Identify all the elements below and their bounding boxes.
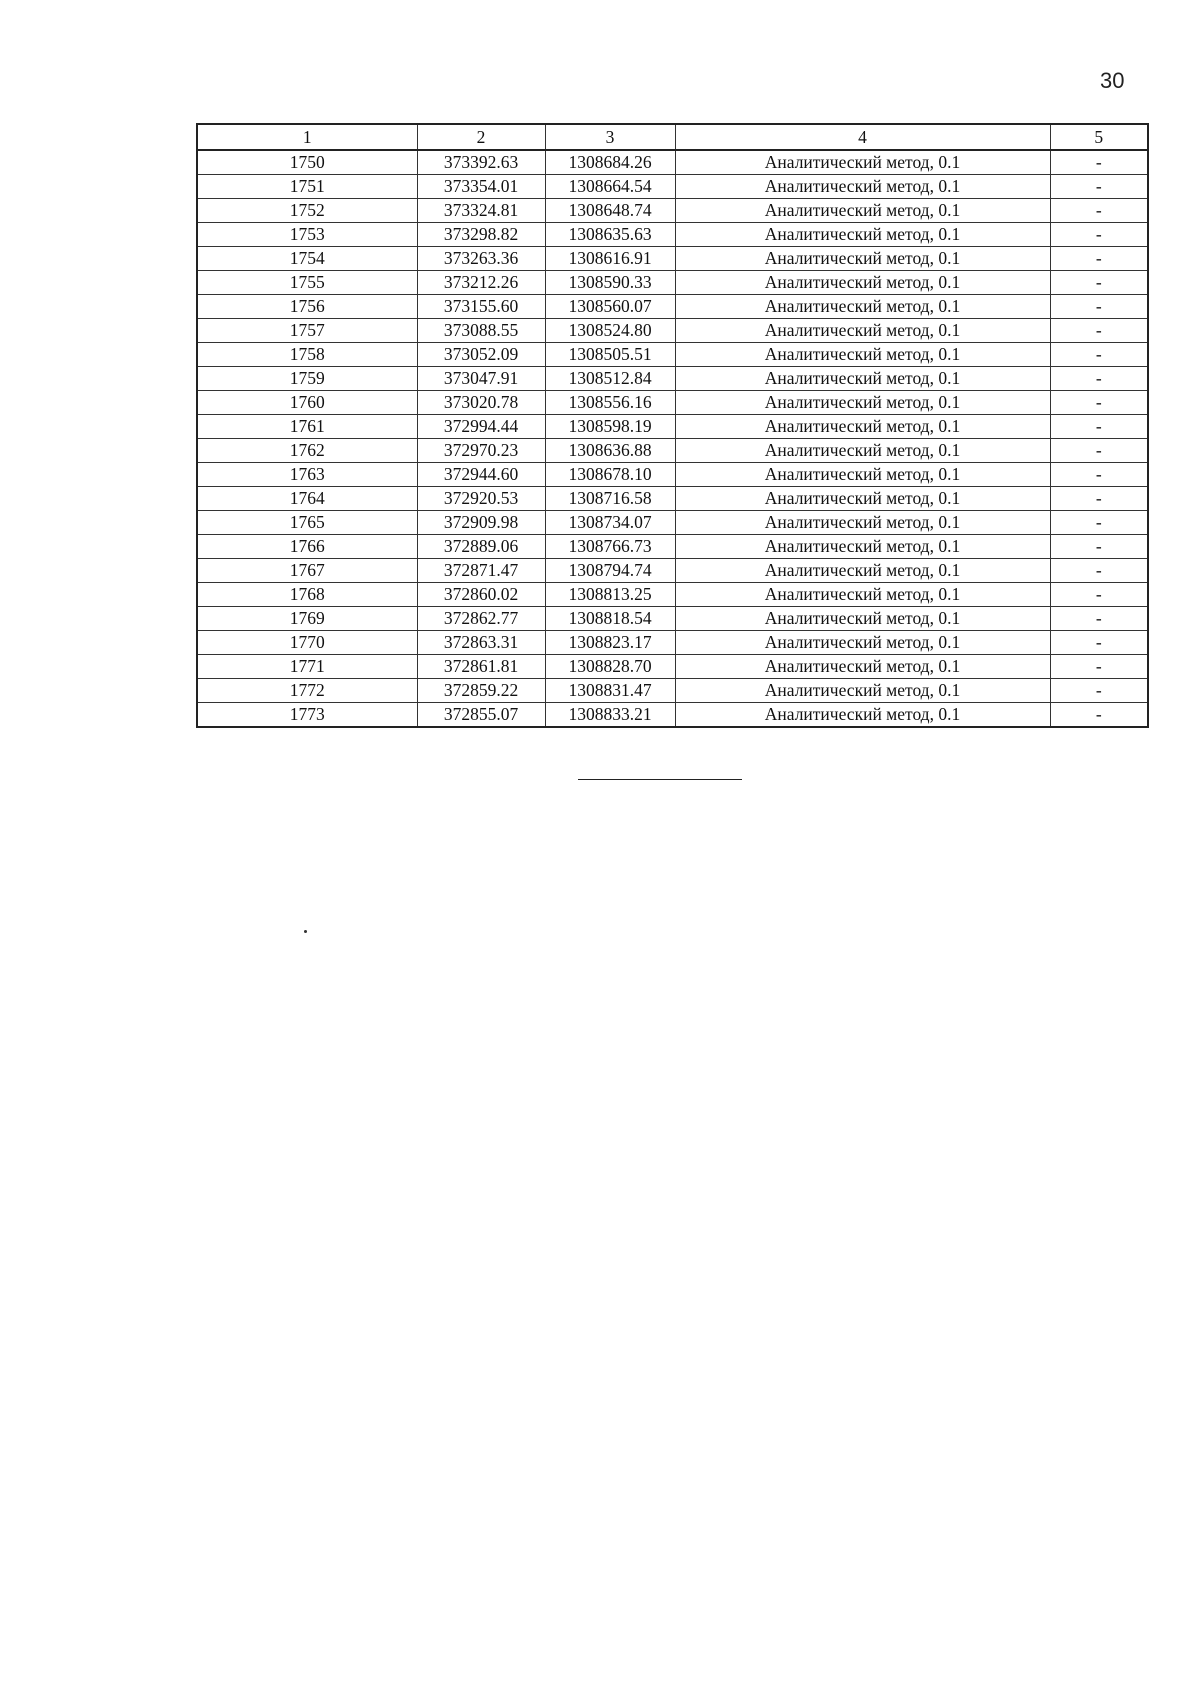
scan-speck — [304, 930, 307, 933]
point-number-cell: 1751 — [197, 175, 417, 199]
point-number-cell: 1760 — [197, 391, 417, 415]
y-coordinate-cell: 1308794.74 — [545, 559, 675, 583]
y-coordinate-cell: 1308590.33 — [545, 271, 675, 295]
y-coordinate-cell: 1308648.74 — [545, 199, 675, 223]
table-row — [197, 319, 1148, 343]
y-coordinate-cell: 1308716.58 — [545, 487, 675, 511]
end-divider — [578, 779, 742, 780]
note-cell: - — [1050, 150, 1148, 175]
method-cell: Аналитический метод, 0.1 — [675, 150, 1050, 175]
table-row — [197, 703, 1148, 728]
x-coordinate-cell: 373324.81 — [417, 199, 545, 223]
method-cell: Аналитический метод, 0.1 — [675, 655, 1050, 679]
table-row — [197, 511, 1148, 535]
table-row — [197, 271, 1148, 295]
method-cell: Аналитический метод, 0.1 — [675, 679, 1050, 703]
point-number-cell: 1759 — [197, 367, 417, 391]
point-number-cell: 1770 — [197, 631, 417, 655]
y-coordinate-cell: 1308598.19 — [545, 415, 675, 439]
x-coordinate-cell: 372863.31 — [417, 631, 545, 655]
table-row — [197, 175, 1148, 199]
table-row — [197, 223, 1148, 247]
y-coordinate-cell: 1308636.88 — [545, 439, 675, 463]
table-header — [197, 124, 1148, 150]
point-number-cell: 1761 — [197, 415, 417, 439]
note-cell: - — [1050, 175, 1148, 199]
table-row — [197, 631, 1148, 655]
method-cell: Аналитический метод, 0.1 — [675, 439, 1050, 463]
method-cell: Аналитический метод, 0.1 — [675, 199, 1050, 223]
y-coordinate-cell: 1308684.26 — [545, 150, 675, 175]
x-coordinate-cell: 373088.55 — [417, 319, 545, 343]
method-cell: Аналитический метод, 0.1 — [675, 487, 1050, 511]
y-coordinate-cell: 1308823.17 — [545, 631, 675, 655]
point-number-cell: 1767 — [197, 559, 417, 583]
note-cell: - — [1050, 391, 1148, 415]
point-number-cell: 1771 — [197, 655, 417, 679]
point-number-cell: 1769 — [197, 607, 417, 631]
x-coordinate-cell: 372860.02 — [417, 583, 545, 607]
page-number: 30 — [1100, 68, 1125, 93]
note-cell: - — [1050, 463, 1148, 487]
y-coordinate-cell: 1308734.07 — [545, 511, 675, 535]
method-cell: Аналитический метод, 0.1 — [675, 223, 1050, 247]
x-coordinate-cell: 373052.09 — [417, 343, 545, 367]
x-coordinate-cell: 372861.81 — [417, 655, 545, 679]
point-number-cell: 1755 — [197, 271, 417, 295]
note-cell: - — [1050, 319, 1148, 343]
x-coordinate-cell: 372859.22 — [417, 679, 545, 703]
point-number-cell: 1765 — [197, 511, 417, 535]
point-number-cell: 1752 — [197, 199, 417, 223]
note-cell: - — [1050, 535, 1148, 559]
note-cell: - — [1050, 511, 1148, 535]
method-cell: Аналитический метод, 0.1 — [675, 559, 1050, 583]
point-number-cell: 1773 — [197, 703, 417, 728]
method-cell: Аналитический метод, 0.1 — [675, 391, 1050, 415]
table-row — [197, 439, 1148, 463]
method-cell: Аналитический метод, 0.1 — [675, 295, 1050, 319]
x-coordinate-cell: 373212.26 — [417, 271, 545, 295]
header-col-4: 4 — [675, 124, 1050, 150]
point-number-cell: 1757 — [197, 319, 417, 343]
point-number-cell: 1758 — [197, 343, 417, 367]
point-number-cell: 1768 — [197, 583, 417, 607]
point-number-cell: 1763 — [197, 463, 417, 487]
x-coordinate-cell: 372920.53 — [417, 487, 545, 511]
table-row — [197, 247, 1148, 271]
note-cell: - — [1050, 223, 1148, 247]
method-cell: Аналитический метод, 0.1 — [675, 511, 1050, 535]
point-number-cell: 1766 — [197, 535, 417, 559]
table-row — [197, 679, 1148, 703]
table-row — [197, 415, 1148, 439]
method-cell: Аналитический метод, 0.1 — [675, 247, 1050, 271]
method-cell: Аналитический метод, 0.1 — [675, 607, 1050, 631]
y-coordinate-cell: 1308766.73 — [545, 535, 675, 559]
x-coordinate-cell: 373354.01 — [417, 175, 545, 199]
table-row — [197, 391, 1148, 415]
header-row — [197, 124, 1148, 150]
y-coordinate-cell: 1308512.84 — [545, 367, 675, 391]
y-coordinate-cell: 1308635.63 — [545, 223, 675, 247]
table-row — [197, 487, 1148, 511]
note-cell: - — [1050, 343, 1148, 367]
note-cell: - — [1050, 655, 1148, 679]
note-cell: - — [1050, 703, 1148, 728]
table-body — [197, 150, 1148, 727]
x-coordinate-cell: 372862.77 — [417, 607, 545, 631]
method-cell: Аналитический метод, 0.1 — [675, 631, 1050, 655]
table-row — [197, 535, 1148, 559]
y-coordinate-cell: 1308505.51 — [545, 343, 675, 367]
table-row — [197, 559, 1148, 583]
table-row — [197, 150, 1148, 175]
method-cell: Аналитический метод, 0.1 — [675, 319, 1050, 343]
y-coordinate-cell: 1308524.80 — [545, 319, 675, 343]
table-row — [197, 295, 1148, 319]
table-row — [197, 655, 1148, 679]
note-cell: - — [1050, 439, 1148, 463]
header-col-3: 3 — [545, 124, 675, 150]
y-coordinate-cell: 1308828.70 — [545, 655, 675, 679]
x-coordinate-cell: 373298.82 — [417, 223, 545, 247]
x-coordinate-cell: 372994.44 — [417, 415, 545, 439]
x-coordinate-cell: 373047.91 — [417, 367, 545, 391]
point-number-cell: 1772 — [197, 679, 417, 703]
point-number-cell: 1754 — [197, 247, 417, 271]
method-cell: Аналитический метод, 0.1 — [675, 343, 1050, 367]
note-cell: - — [1050, 559, 1148, 583]
note-cell: - — [1050, 679, 1148, 703]
x-coordinate-cell: 373020.78 — [417, 391, 545, 415]
x-coordinate-cell: 372944.60 — [417, 463, 545, 487]
method-cell: Аналитический метод, 0.1 — [675, 703, 1050, 728]
note-cell: - — [1050, 607, 1148, 631]
y-coordinate-cell: 1308818.54 — [545, 607, 675, 631]
x-coordinate-cell: 372855.07 — [417, 703, 545, 728]
note-cell: - — [1050, 247, 1148, 271]
point-number-cell: 1762 — [197, 439, 417, 463]
table-row — [197, 463, 1148, 487]
header-col-2: 2 — [417, 124, 545, 150]
note-cell: - — [1050, 487, 1148, 511]
y-coordinate-cell: 1308616.91 — [545, 247, 675, 271]
table-row — [197, 367, 1148, 391]
point-number-cell: 1750 — [197, 150, 417, 175]
header-col-1: 1 — [197, 124, 417, 150]
method-cell: Аналитический метод, 0.1 — [675, 415, 1050, 439]
method-cell: Аналитический метод, 0.1 — [675, 367, 1050, 391]
method-cell: Аналитический метод, 0.1 — [675, 175, 1050, 199]
coordinates-table — [196, 123, 1149, 728]
method-cell: Аналитический метод, 0.1 — [675, 583, 1050, 607]
note-cell: - — [1050, 583, 1148, 607]
method-cell: Аналитический метод, 0.1 — [675, 271, 1050, 295]
note-cell: - — [1050, 631, 1148, 655]
method-cell: Аналитический метод, 0.1 — [675, 535, 1050, 559]
y-coordinate-cell: 1308664.54 — [545, 175, 675, 199]
table-row — [197, 607, 1148, 631]
table-row — [197, 199, 1148, 223]
x-coordinate-cell: 373155.60 — [417, 295, 545, 319]
x-coordinate-cell: 372871.47 — [417, 559, 545, 583]
y-coordinate-cell: 1308556.16 — [545, 391, 675, 415]
y-coordinate-cell: 1308560.07 — [545, 295, 675, 319]
header-col-5: 5 — [1050, 124, 1148, 150]
note-cell: - — [1050, 295, 1148, 319]
x-coordinate-cell: 372909.98 — [417, 511, 545, 535]
y-coordinate-cell: 1308678.10 — [545, 463, 675, 487]
y-coordinate-cell: 1308833.21 — [545, 703, 675, 728]
note-cell: - — [1050, 415, 1148, 439]
note-cell: - — [1050, 271, 1148, 295]
table-row — [197, 583, 1148, 607]
y-coordinate-cell: 1308831.47 — [545, 679, 675, 703]
x-coordinate-cell: 372970.23 — [417, 439, 545, 463]
x-coordinate-cell: 372889.06 — [417, 535, 545, 559]
point-number-cell: 1764 — [197, 487, 417, 511]
table-row — [197, 343, 1148, 367]
note-cell: - — [1050, 199, 1148, 223]
method-cell: Аналитический метод, 0.1 — [675, 463, 1050, 487]
point-number-cell: 1753 — [197, 223, 417, 247]
point-number-cell: 1756 — [197, 295, 417, 319]
note-cell: - — [1050, 367, 1148, 391]
y-coordinate-cell: 1308813.25 — [545, 583, 675, 607]
x-coordinate-cell: 373392.63 — [417, 150, 545, 175]
x-coordinate-cell: 373263.36 — [417, 247, 545, 271]
